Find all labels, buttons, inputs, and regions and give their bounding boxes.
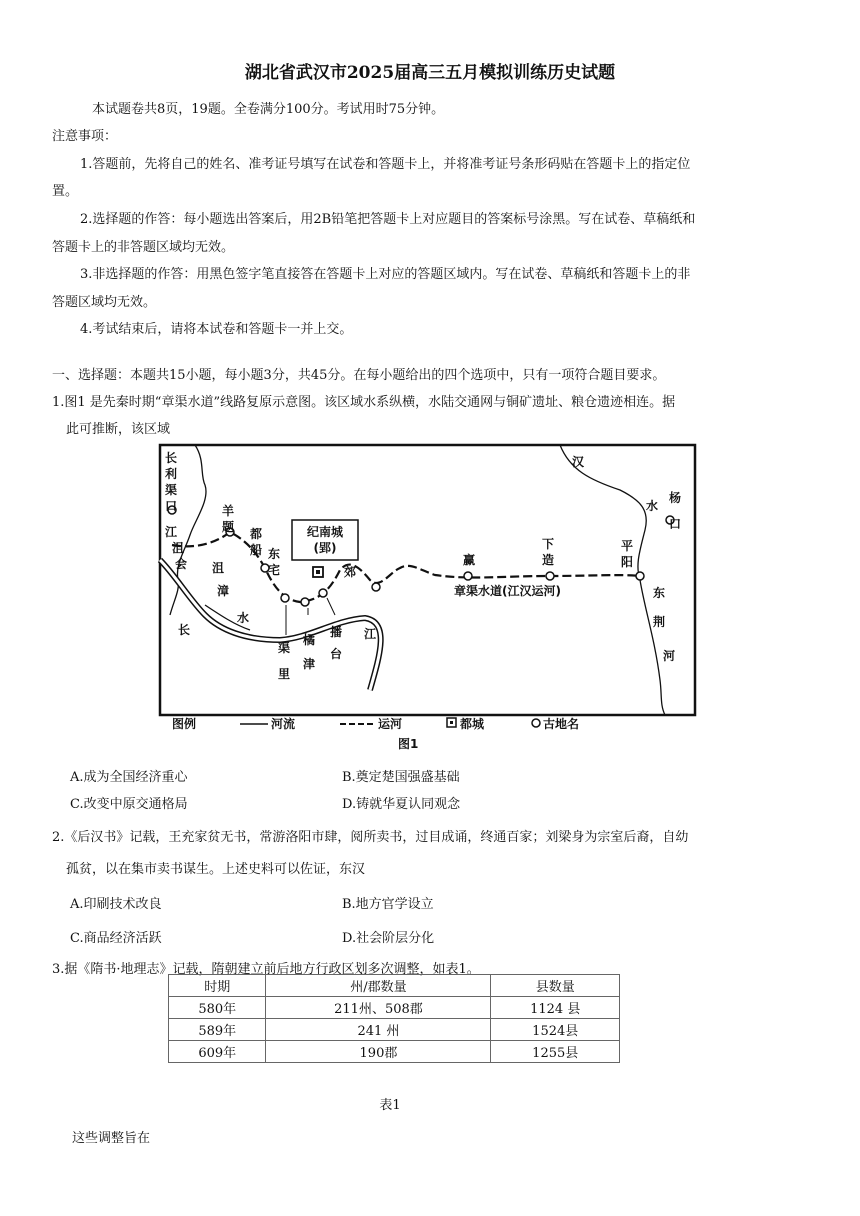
label-jizhang-1: 沮 — [212, 561, 225, 575]
label-yangti-2: 题 — [222, 520, 235, 534]
notice-3: 3.非选择题的作答：用黑色签字笔直接答在答题卡上对应的答题区域内。写在试卷、草稿纸和答题卡上的非 — [80, 267, 691, 282]
notice-3-cont: 答题区域均无效。 — [52, 295, 157, 310]
table-cell: 1255县 — [491, 1041, 620, 1063]
label-pingyang-2: 阳 — [621, 555, 634, 569]
label-fantai-1: 播 — [330, 625, 343, 639]
label-xiazao-1: 下 — [542, 537, 555, 551]
table-row — [169, 1019, 620, 1041]
label-dongzhai-2: 宅 — [268, 563, 281, 577]
place-marker — [319, 589, 327, 597]
q3-stem-end: 这些调整旨在 — [72, 1131, 151, 1146]
label-yangkou-2: 口 — [669, 517, 682, 531]
table-header: 州/郡数量 — [266, 975, 491, 997]
table-header-row — [169, 975, 620, 997]
label-jinan-city: 纪南城 — [306, 525, 344, 539]
label-changli-2: 利 — [165, 467, 178, 481]
label-jujin-2: 津 — [303, 657, 316, 671]
label-quli-1: 渠 — [278, 641, 291, 655]
label-ying: (郢) — [313, 541, 337, 555]
table-cell: 589年 — [169, 1019, 266, 1041]
q2-option-c: C.商品经济活跃 — [70, 931, 162, 946]
label-changli-1: 长 — [165, 451, 178, 465]
q1-stem: 1.图1 是先秦时期“章渠水道”线路复原示意图。该区域水系纵横，水陆交通网与铜矿遗址、粮仓遗迹相连。据 — [52, 395, 676, 410]
district-table — [168, 974, 620, 1063]
legend-river: 河流 — [271, 717, 296, 731]
table-row — [169, 997, 620, 1019]
label-jiang: 江 — [364, 627, 377, 641]
q2-option-a: A.印刷技术改良 — [70, 897, 162, 912]
notice-heading: 注意事项： — [52, 129, 118, 144]
exam-intro: 本试题卷共8页，19题。全卷满分100分。考试用时75分钟。 — [92, 102, 445, 117]
legend-canal: 运河 — [378, 717, 403, 731]
notice-2: 2.选择题的作答：每小题选出答案后，用2B铅笔把答题卡上对应题目的答案标号涂黑。写在试卷、草稿纸和 — [80, 212, 696, 227]
label-shui: 水 — [646, 499, 659, 513]
table-cell: 1524县 — [491, 1019, 620, 1041]
place-marker — [464, 572, 472, 580]
q2-stem: 2.《后汉书》记载，王充家贫无书，常游洛阳市肆，阅所卖书，过目成诵，终通百家；刘梁身为宗室后裔，自幼 — [52, 830, 689, 845]
label-dongjing-2: 荆 — [653, 615, 666, 629]
q1-option-d: D.铸就华夏认同观念 — [342, 797, 461, 812]
table-cell: 609年 — [169, 1041, 266, 1063]
table-cell: 241 州 — [266, 1019, 491, 1041]
q2-stem-cont: 孤贫，以在集市卖书谋生。上述史料可以佐证，东汉 — [66, 862, 366, 877]
notice-4: 4.考试结束后，请将本试卷和答题卡一并上交。 — [80, 322, 353, 337]
q1-stem-cont: 此可推断，该区域 — [66, 422, 171, 437]
notice-2-cont: 答题卡上的非答题区域均无效。 — [52, 240, 235, 255]
label-jiangjuhui-2: 沮 — [172, 541, 185, 555]
place-marker — [636, 572, 644, 580]
label-duchuan-2: 船 — [250, 543, 263, 557]
section-heading: 一、选择题：本题共15小题，每小题3分，共45分。在每小题给出的四个选项中，只有一项符合题目要求。 — [52, 368, 666, 383]
label-jiao: 郊 — [344, 565, 357, 579]
label-yangti-1: 羊 — [222, 504, 235, 518]
figure-caption: 图1 — [398, 737, 419, 751]
q1-option-b: B.奠定楚国强盛基础 — [342, 770, 460, 785]
table-row — [169, 1041, 620, 1063]
label-jizhang-3: 水 — [237, 611, 250, 625]
label-xiazao-2: 造 — [542, 553, 555, 567]
label-dongjing-3: 河 — [663, 649, 676, 663]
legend-place: 古地名 — [543, 717, 580, 731]
label-dongzhai-1: 东 — [268, 547, 281, 561]
q2-option-d: D.社会阶层分化 — [342, 931, 435, 946]
table-cell: 1124 县 — [491, 997, 620, 1019]
page-title: 湖北省武汉市2025届高三五月模拟训练历史试题 — [244, 63, 616, 83]
label-fantai-2: 台 — [330, 647, 343, 661]
q3-stem: 3.据《隋书·地理志》记载，隋朝建立前后地方行政区划多次调整，如表1。 — [52, 962, 480, 977]
label-yangkou-1: 杨 — [669, 491, 682, 505]
q2-option-b: B.地方官学设立 — [342, 897, 434, 912]
label-changli-3: 渠 — [165, 483, 178, 497]
label-duchuan-1: 都 — [250, 527, 263, 541]
table-header: 县数量 — [491, 975, 620, 997]
table-header: 时期 — [169, 975, 266, 997]
table-cell: 211州、508郡 — [266, 997, 491, 1019]
legend-title: 图例 — [172, 717, 197, 731]
legend-capital: 都城 — [460, 717, 485, 731]
label-chang: 长 — [178, 623, 191, 637]
label-quli-2: 里 — [278, 667, 291, 681]
label-jizhang-2: 漳 — [217, 584, 230, 598]
label-dongjing-1: 东 — [653, 586, 666, 600]
notice-1-cont: 置。 — [52, 184, 79, 199]
table-caption: 表1 — [379, 1098, 401, 1113]
label-pingyang-1: 平 — [621, 539, 634, 553]
notice-1: 1.答题前，先将自己的姓名、准考证号填写在试卷和答题卡上，并将准考证号条形码贴在答题卡上的指定位 — [80, 157, 691, 172]
label-han: 汉 — [572, 455, 585, 469]
label-canal-name: 章渠水道(江汉运河) — [454, 584, 561, 598]
label-jiangjuhui-1: 江 — [165, 525, 178, 539]
q1-option-a: A.成为全国经济重心 — [70, 770, 188, 785]
label-jujin-1: 橘 — [303, 633, 316, 647]
q1-option-c: C.改变中原交通格局 — [70, 797, 188, 812]
place-marker — [281, 594, 289, 602]
canal-map — [150, 440, 710, 760]
table-cell: 190郡 — [266, 1041, 491, 1063]
table-cell: 580年 — [169, 997, 266, 1019]
label-jiangjuhui-3: 会 — [175, 557, 188, 571]
place-marker — [546, 572, 554, 580]
place-marker — [372, 583, 380, 591]
label-ying2: 赢 — [463, 553, 476, 567]
place-marker — [301, 598, 309, 606]
map-frame — [160, 445, 695, 715]
label-changli-4: 口 — [165, 499, 178, 513]
